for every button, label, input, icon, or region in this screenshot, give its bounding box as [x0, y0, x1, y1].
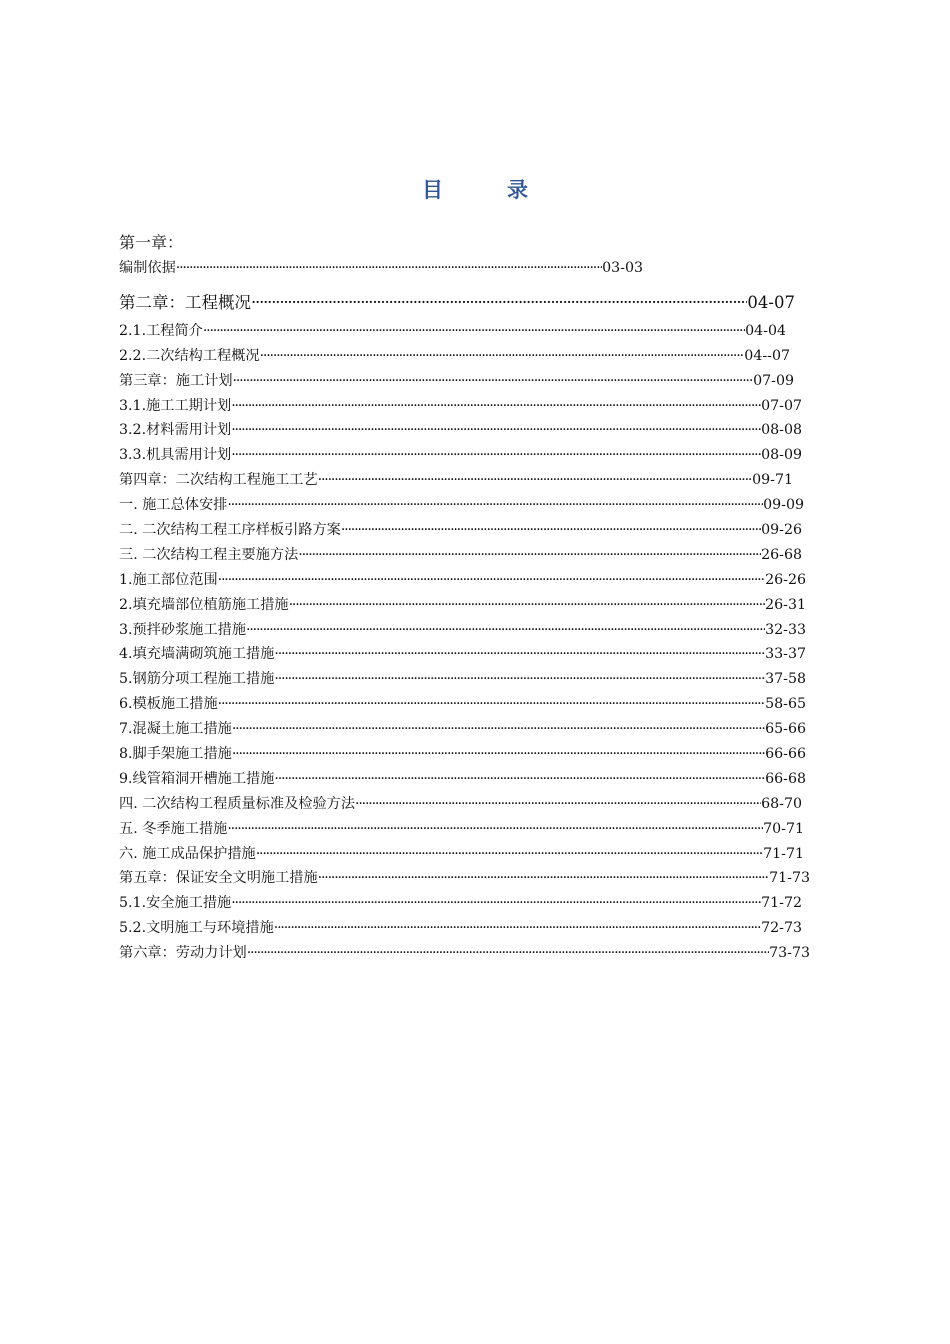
toc-entry-label: 第五章：保证安全文明施工措施 — [119, 870, 318, 887]
toc-dot-leader — [289, 593, 765, 618]
toc-entry[interactable] — [119, 792, 802, 817]
toc-entry-label: 6.模板施工措施 — [119, 696, 218, 713]
toc-dot-leader — [251, 287, 747, 319]
toc-entry-pages: 66-68 — [765, 770, 806, 787]
toc-entry-pages: 58-65 — [765, 696, 806, 713]
toc-dot-leader — [231, 443, 761, 468]
toc-entry-label: 第四章：二次结构工程施工工艺 — [119, 472, 318, 489]
toc-dot-leader — [232, 742, 765, 767]
toc-entry-label: 1.施工部位范围 — [119, 571, 218, 588]
toc-entry[interactable] — [119, 916, 802, 941]
toc-entry[interactable] — [119, 468, 793, 493]
toc-entry[interactable] — [119, 767, 806, 792]
toc-entry-pages: 70-71 — [763, 820, 804, 837]
toc-entry-pages: 71-73 — [769, 870, 810, 887]
toc-entry-pages: 08-09 — [761, 447, 802, 464]
toc-entry-pages: 04-07 — [747, 292, 795, 312]
toc-entry-pages: 09-71 — [752, 472, 793, 489]
toc-entry-label: 3.2.材料需用计划 — [119, 422, 232, 439]
toc-entry[interactable] — [119, 319, 786, 344]
toc-entry-pages: 07-07 — [761, 397, 802, 414]
toc-entry-pages: 04--07 — [744, 347, 790, 364]
toc-dot-leader — [231, 394, 761, 419]
toc-entry-label: 8.脚手架施工措施 — [119, 746, 232, 763]
toc-title — [0, 174, 950, 204]
toc-entry-pages: 68-70 — [761, 795, 802, 812]
toc-entry[interactable] — [119, 817, 804, 842]
toc-entry[interactable] — [119, 891, 802, 916]
toc-entry[interactable] — [119, 344, 790, 369]
table-of-contents — [119, 230, 839, 966]
toc-entry[interactable] — [119, 642, 806, 667]
toc-dot-leader — [274, 916, 761, 941]
toc-dot-leader — [318, 468, 752, 493]
toc-dot-leader — [341, 518, 761, 543]
toc-entry-label: 3.预拌砂浆施工措施 — [119, 621, 247, 638]
toc-dot-leader — [260, 344, 745, 369]
toc-dot-leader — [231, 418, 761, 443]
toc-entry[interactable] — [119, 717, 806, 742]
toc-dot-leader — [274, 667, 765, 692]
toc-dot-leader — [246, 618, 765, 643]
toc-entry-label: 9.线管箱洞开槽施工措施 — [119, 770, 275, 787]
toc-entry-pages: 71-71 — [763, 845, 804, 862]
toc-entry-label: 2.2.二次结构工程概况 — [119, 347, 260, 364]
toc-entry-pages: 09-26 — [761, 522, 802, 539]
toc-entry-label: 四. 二次结构工程质量标准及检验方法 — [119, 795, 356, 812]
toc-entry-label: 2.填充墙部位植筋施工措施 — [119, 596, 289, 613]
toc-entry[interactable] — [119, 618, 806, 643]
toc-dot-leader — [231, 891, 761, 916]
toc-entry-label: 7.混凝土施工措施 — [119, 721, 232, 738]
toc-dot-leader — [355, 792, 761, 817]
toc-entry[interactable] — [119, 369, 794, 394]
toc-dot-leader — [227, 493, 763, 518]
toc-entry-pages: 08-08 — [761, 422, 802, 439]
toc-entry-label: 2.1.工程简介 — [119, 322, 203, 339]
toc-entry-label: 5.1.安全施工措施 — [119, 895, 232, 912]
toc-entry-label: 编制依据 — [119, 260, 176, 276]
toc-dot-leader — [274, 642, 765, 667]
toc-entry[interactable] — [119, 518, 802, 543]
toc-entry-pages: 37-58 — [765, 671, 806, 688]
toc-entry-pages: 09-09 — [763, 497, 804, 514]
toc-entry[interactable] — [119, 742, 806, 767]
toc-entry[interactable] — [119, 493, 804, 518]
toc-entry-label: 六. 施工成品保护措施 — [119, 845, 256, 862]
toc-entry-label: 一. 施工总体安排 — [119, 497, 228, 514]
toc-entry-pages: 66-66 — [765, 746, 806, 763]
toc-dot-leader — [176, 256, 602, 281]
toc-entry[interactable] — [119, 543, 802, 568]
toc-dot-leader — [274, 767, 765, 792]
toc-dot-leader — [203, 319, 745, 344]
toc-dot-leader — [233, 369, 754, 394]
toc-entry-pages: 73-73 — [769, 945, 810, 962]
toc-entry-label: 二. 二次结构工程工序样板引路方案 — [119, 522, 341, 539]
toc-entry[interactable] — [119, 593, 806, 618]
toc-entry[interactable] — [119, 842, 804, 867]
toc-entry[interactable] — [119, 418, 802, 443]
toc-entry[interactable] — [119, 866, 810, 891]
chapter-one-heading: 第一章： — [119, 233, 184, 252]
toc-entry[interactable] — [119, 941, 810, 966]
toc-entry-pages: 04-04 — [745, 322, 786, 339]
toc-entry-label: 3.1.施工工期计划 — [119, 397, 232, 414]
toc-entry-pages: 33-37 — [765, 646, 806, 663]
toc-dot-leader — [318, 866, 769, 891]
toc-entry-label: 5.钢筋分项工程施工措施 — [119, 671, 275, 688]
toc-entry-label: 3.3.机具需用计划 — [119, 447, 232, 464]
toc-entry-pages: 26-68 — [761, 546, 802, 563]
toc-entry[interactable] — [119, 394, 802, 419]
toc-dot-leader — [298, 543, 761, 568]
toc-entry-pages: 71-72 — [761, 895, 802, 912]
toc-dot-leader — [218, 692, 765, 717]
toc-entry-pages: 26-26 — [765, 571, 806, 588]
toc-dot-leader — [218, 568, 765, 593]
toc-entry-label: 第二章：工程概况 — [119, 292, 251, 312]
toc-title-left: 目 — [422, 177, 443, 202]
toc-title-right: 录 — [507, 177, 528, 202]
toc-entry[interactable] — [119, 692, 806, 717]
toc-entry-label: 五. 冬季施工措施 — [119, 820, 228, 837]
toc-entry[interactable] — [119, 287, 795, 319]
toc-entry-pages: 26-31 — [765, 596, 806, 613]
toc-dot-leader — [256, 842, 763, 867]
toc-dot-leader — [247, 941, 769, 966]
toc-dot-leader — [232, 717, 765, 742]
toc-entry[interactable] — [119, 667, 806, 692]
toc-entry[interactable] — [119, 256, 643, 281]
toc-dot-leader — [227, 817, 763, 842]
toc-entry-pages: 07-09 — [753, 372, 794, 389]
toc-entry-label: 三. 二次结构工程主要施方法 — [119, 546, 299, 563]
toc-entry-label: 5.2.文明施工与环境措施 — [119, 920, 274, 937]
toc-entry[interactable] — [119, 443, 802, 468]
toc-entry-pages: 32-33 — [765, 621, 806, 638]
toc-entry-label: 第三章：施工计划 — [119, 372, 233, 389]
toc-entry-pages: 72-73 — [761, 920, 802, 937]
toc-entry-label: 第六章：劳动力计划 — [119, 945, 247, 962]
toc-entry-pages: 03-03 — [602, 260, 643, 276]
toc-entry-label: 4.填充墙满砌筑施工措施 — [119, 646, 275, 663]
toc-entry[interactable] — [119, 568, 806, 593]
toc-entry-pages: 65-66 — [765, 721, 806, 738]
